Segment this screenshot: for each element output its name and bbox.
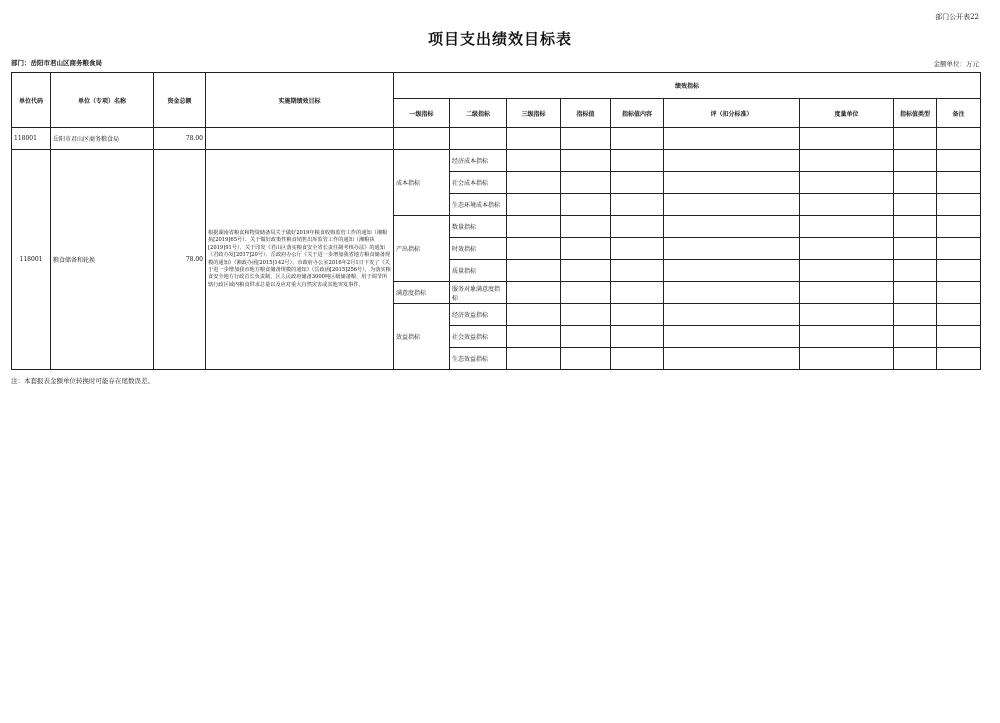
summary-total: 78.00 bbox=[154, 128, 206, 150]
level2-indicator: 质量指标 bbox=[450, 260, 507, 282]
summary-code: 118001 bbox=[12, 128, 51, 150]
project-name: 粮食储备和轮换 bbox=[51, 150, 154, 370]
header-content: 指标值内容 bbox=[611, 99, 664, 128]
department-label: 部门：岳阳市君山区商务粮食局 bbox=[11, 59, 102, 67]
header-type: 指标值类型 bbox=[894, 99, 937, 128]
level1-indicator: 满意度指标 bbox=[394, 282, 450, 304]
level1-indicator: 成本指标 bbox=[394, 150, 450, 216]
project-goal: 根据湖南省粮食和物资储备局关于做好2019年粮食收购监管工作的通知（湘粮执[2019]65号）、关于做好政策性粮食销售出库监管工作的通知（湘粮执[2019]91号）、关于印发《君山区落实粮食安全省长责任制考核办法》的通知（君政办发[2017]20号）、岳政府办公厅《关于进一步增加我省地方粮食储备规模的通知》（湘政办函[2015]142号）、市政府办公室2016年2月1日下发了《关于进一步增加我市地方粮食储备规模的通知》（岳政函[2015]256号），为落实粮食安全地方行政首长负责制，区人民政府储备3000吨区级储备粮，用于调节所辖行政区域内粮食供求总量以及应对重大自然灾害或其他突发事件。 bbox=[206, 150, 394, 370]
header-level2: 二级指标 bbox=[450, 99, 507, 128]
level2-indicator: 时效指标 bbox=[450, 238, 507, 260]
amount-unit-label: 金额单位：万元 bbox=[933, 60, 979, 68]
header-value: 指标值 bbox=[561, 99, 611, 128]
header-level3: 三级指标 bbox=[507, 99, 561, 128]
level2-indicator: 社会成本指标 bbox=[450, 172, 507, 194]
header-goal: 实施期绩效目标 bbox=[206, 73, 394, 128]
level2-indicator: 生态环境成本指标 bbox=[450, 194, 507, 216]
project-total: 78.00 bbox=[154, 150, 206, 370]
page-title: 项目支出绩效目标表 bbox=[427, 30, 572, 48]
level2-indicator: 生态效益指标 bbox=[450, 348, 507, 370]
level2-indicator: 经济效益指标 bbox=[450, 304, 507, 326]
header-remark: 备注 bbox=[937, 99, 981, 128]
header-performance: 绩效指标 bbox=[394, 73, 981, 99]
header-measure: 度量单位 bbox=[800, 99, 894, 128]
header-level1: 一级指标 bbox=[394, 99, 450, 128]
level2-indicator: 服务对象满意度指标 bbox=[450, 282, 507, 304]
summary-name: 岳阳市君山区商务粮食局 bbox=[51, 128, 154, 150]
table-row bbox=[12, 150, 981, 172]
header-total: 资金总额 bbox=[154, 73, 206, 128]
level2-indicator: 经济成本指标 bbox=[450, 150, 507, 172]
footnote: 注：本套报表金额单位转换时可能存在尾数误差。 bbox=[11, 377, 154, 385]
header-score: 评（扣分标准） bbox=[664, 99, 800, 128]
project-code: 118001 bbox=[12, 150, 51, 370]
level1-indicator: 效益指标 bbox=[394, 304, 450, 370]
header-name: 单位（专项）名称 bbox=[51, 73, 154, 128]
level1-indicator: 产出指标 bbox=[394, 216, 450, 282]
level2-indicator: 社会效益指标 bbox=[450, 326, 507, 348]
level2-indicator: 数量指标 bbox=[450, 216, 507, 238]
performance-table bbox=[11, 72, 981, 370]
header-code: 单位代码 bbox=[12, 73, 51, 128]
table-row bbox=[12, 128, 981, 150]
table-number-tag: 部门公开表22 bbox=[935, 13, 979, 21]
